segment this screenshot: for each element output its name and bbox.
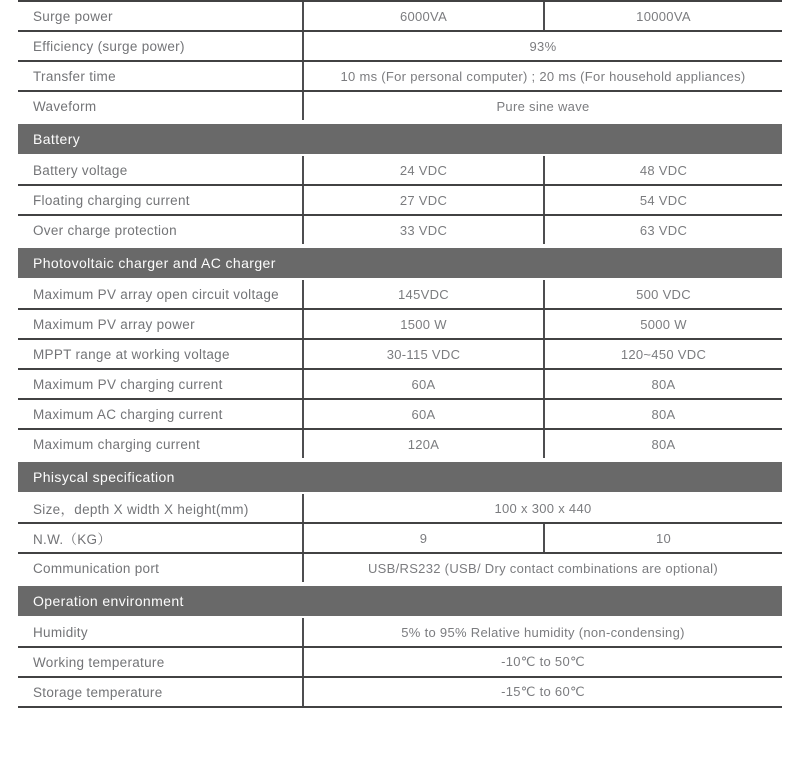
row-value-model1: 33 VDC [304,216,545,244]
row-label: Waveform [18,92,304,120]
row-label: Maximum PV array power [18,310,304,338]
row-label: N.W.（KG） [18,524,304,552]
row-value-shared: -10℃ to 50℃ [501,654,585,669]
section-header-photovoltaic-ac-charger: Photovoltaic charger and AC charger [18,248,782,278]
spec-row-efficiency [18,32,782,62]
row-value-model2: 5000 W [640,316,687,332]
spec-row-size [18,494,782,524]
spec-row-humidity [18,618,782,648]
row-value-model2: 48 VDC [639,162,688,178]
row-label: Communication port [18,554,304,582]
spec-row-floating-charging-current [18,186,782,216]
spec-table [18,0,782,708]
row-label: Battery voltage [18,156,304,184]
row-value-model2: 80A [651,376,676,392]
spec-row-transfer-time [18,62,782,92]
row-label: Working temperature [18,648,304,676]
row-value-model2: 80A [651,436,676,452]
spec-row-max-charging-current [18,430,782,460]
row-value-model1: 24 VDC [304,156,545,184]
spec-row-waveform [18,92,782,122]
row-value-model2: 500 VDC [636,286,691,302]
spec-row-max-pv-charging-current [18,370,782,400]
row-value-shared: 5% to 95% Relative humidity (non-condensing) [401,624,685,640]
spec-row-net-weight [18,524,782,554]
spec-row-max-pv-array-power [18,310,782,340]
row-label: Over charge protection [18,216,304,244]
row-value-model1: 1500 W [304,310,545,338]
spec-row-communication-port [18,554,782,584]
row-value-model2: 54 VDC [639,192,688,208]
row-label: Humidity [18,618,304,646]
spec-row-storage-temperature [18,678,782,708]
row-label: Transfer time [18,62,304,90]
spec-row-working-temperature [18,648,782,678]
spec-row-max-pv-open-circuit-voltage [18,280,782,310]
row-label: Maximum PV charging current [18,370,304,398]
spec-row-max-ac-charging-current [18,400,782,430]
section-header-operation-environment: Operation environment [18,586,782,616]
row-value-model1: 120A [304,430,545,458]
spec-row-over-charge-protection [18,216,782,246]
row-value-model2: 10000VA [636,8,691,24]
row-value-shared: 10 ms (For personal computer) ; 20 ms (For household appliances) [340,68,746,84]
row-label: Efficiency (surge power) [18,32,304,60]
row-value-shared: 93% [529,38,557,54]
row-value-model1: 6000VA [304,2,545,30]
row-value-model2: 10 [655,530,672,546]
row-value-model1: 60A [304,370,545,398]
row-value-model1: 27 VDC [304,186,545,214]
row-label: Maximum AC charging current [18,400,304,428]
row-value-model1: 60A [304,400,545,428]
row-value-shared: -15℃ to 60℃ [501,684,585,699]
row-value-model1: 9 [304,524,545,552]
row-value-shared: 100 x 300 x 440 [494,500,592,516]
section-header-battery: Battery [18,124,782,154]
row-value-model2: 80A [651,406,676,422]
spec-row-surge-power [18,2,782,32]
spec-row-mppt-range [18,340,782,370]
row-value-model2: 63 VDC [639,222,688,238]
row-label: Storage temperature [18,678,304,706]
row-value-shared: USB/RS232 (USB/ Dry contact combinations are optional) [367,560,719,576]
section-header-physical-specification: Phisycal specification [18,462,782,492]
row-label: Floating charging current [18,186,304,214]
spec-row-battery-voltage [18,156,782,186]
row-value-model2: 120~450 VDC [620,346,707,362]
row-label: Maximum PV array open circuit voltage [18,280,304,308]
row-label: Size，depth X width X height(mm) [18,494,304,522]
row-value-model1: 30-115 VDC [304,340,545,368]
row-label: MPPT range at working voltage [18,340,304,368]
row-value-shared: Pure sine wave [496,98,590,114]
row-value-model1: 145VDC [304,280,545,308]
row-label: Maximum charging current [18,430,304,458]
row-label: Surge power [18,2,304,30]
